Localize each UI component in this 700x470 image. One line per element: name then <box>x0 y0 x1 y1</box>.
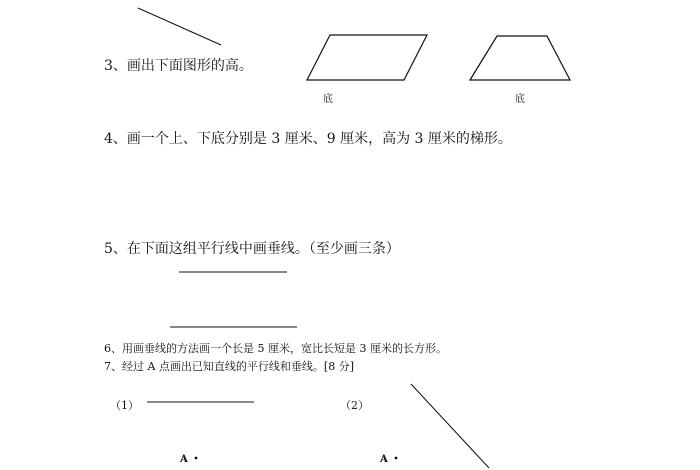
trapezoid-base-label: 底 <box>515 94 525 105</box>
part-1-label: （1） <box>110 399 139 412</box>
point-a1-label: A <box>180 454 188 465</box>
point-a1-dot <box>195 457 198 460</box>
trapezoid-shape <box>470 36 570 80</box>
question-4: 4、画一个上、下底分别是 3 厘米、9 厘米，高为 3 厘米的梯形。 <box>104 131 512 147</box>
part-2-label: （2） <box>340 399 369 412</box>
question-3: 3、画出下面图形的高。 <box>104 58 253 74</box>
top-slanted-line <box>138 8 221 45</box>
given-line-2 <box>411 384 489 468</box>
question-5: 5、在下面这组平行线中画垂线。（至少画三条） <box>104 241 400 257</box>
parallelogram-shape <box>307 35 427 80</box>
question-7: 7、经过 A 点画出已知直线的平行线和垂线。[8 分] <box>104 360 355 373</box>
parallelogram-base-label: 底 <box>323 94 333 105</box>
question-6: 6、用画垂线的方法画一个长是 5 厘米，宽比长短是 3 厘米的长方形。 <box>104 342 447 355</box>
point-a2-dot <box>395 457 398 460</box>
point-a2-label: A <box>380 454 388 465</box>
